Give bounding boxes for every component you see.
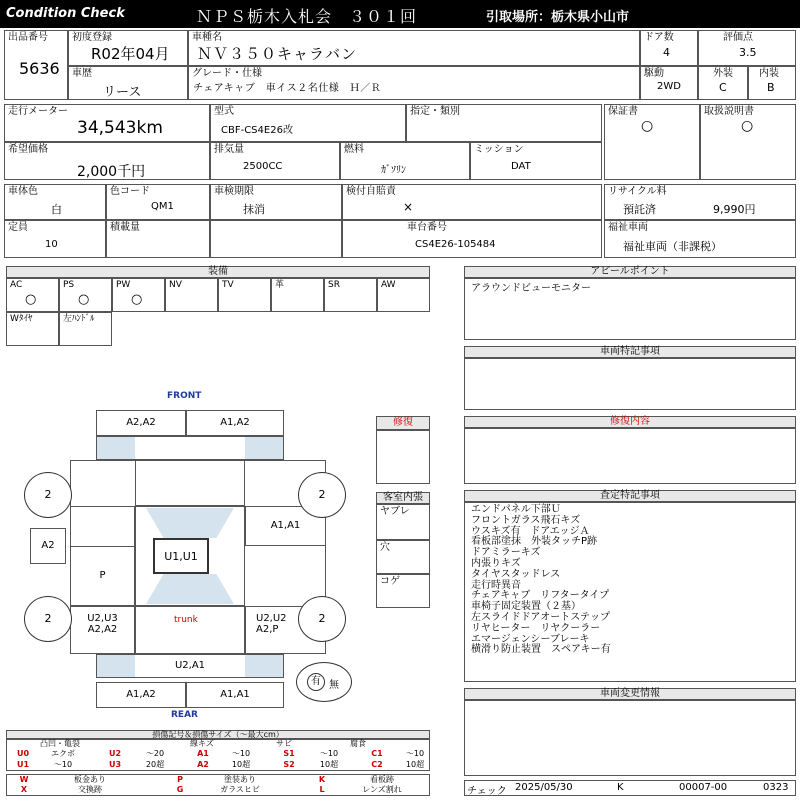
legend-desc: ～10 xyxy=(319,749,339,758)
equipment-cell: SR xyxy=(324,278,377,312)
legend-code: S1 xyxy=(283,749,295,758)
inspection-note-line: 車椅子固定装置（２基） xyxy=(471,601,581,613)
model-name-box: 車種名 ＮＶ３５０キャラバン xyxy=(188,30,640,66)
recycle-status: 預託済 xyxy=(623,203,656,216)
inspection-expiry: 抹消 xyxy=(243,203,265,216)
inspection-note-line: エマージェンシーブレーキ xyxy=(471,633,590,645)
inspection-note-line: 左スライドドアオートステップ xyxy=(471,611,610,623)
model-type-box: 型式 CBF-CS4E26改 xyxy=(210,104,406,142)
warranty-mark: ○ xyxy=(641,118,654,134)
equipment-cell: PW ○ xyxy=(112,278,165,312)
warranty-box: 保証書 ○ xyxy=(604,104,700,180)
legend-code: G xyxy=(176,785,184,794)
trunk-area xyxy=(135,606,245,654)
legend-group-label: 腐食 xyxy=(350,739,366,748)
color-code: QM1 xyxy=(151,201,174,212)
inspection-note-line: チェアキャブ リフタータイプ xyxy=(471,590,610,602)
pickup-location: 引取場所：栃木県小山市 xyxy=(486,10,630,25)
equipment-cell: NV xyxy=(165,278,218,312)
doors: 4 xyxy=(663,46,670,59)
legend-code: A2 xyxy=(197,760,209,769)
title-bar xyxy=(0,0,800,28)
legend-code: A1 xyxy=(197,749,209,758)
legend-desc: 塗装あり xyxy=(224,775,256,784)
equipment-mark: ○ xyxy=(78,292,90,307)
legend-code: W xyxy=(19,775,29,784)
legend-code: U2 xyxy=(108,749,122,758)
legend-code: U0 xyxy=(16,749,30,758)
inspection-note-line: 看板部塗抹 外装タッチP跡 xyxy=(471,536,598,548)
capacity: 10 xyxy=(45,239,58,250)
legend-desc: エクボ xyxy=(51,749,75,758)
legend-code: K xyxy=(318,775,326,784)
equipment-cell: PS ○ xyxy=(59,278,112,312)
welfare-vehicle: 福祉車両（非課税） xyxy=(623,240,722,253)
inspection-note-line: タイヤスタッドレス xyxy=(471,568,561,580)
legend-desc: ～10 xyxy=(405,749,425,758)
inspection-box: 車検期限 抹消 xyxy=(210,184,342,220)
displacement: 2500CC xyxy=(243,161,283,172)
fuel: ｶﾞｿﾘﾝ xyxy=(381,165,406,176)
first-registration: R02年04月 xyxy=(91,45,170,63)
spare-tire-mark: 有 xyxy=(307,673,325,691)
mileage: 34,543km xyxy=(77,118,163,138)
manual-mark: ○ xyxy=(741,118,754,134)
first-registration-box: 初度登録 R02年04月 xyxy=(68,30,188,66)
check-label: チェック xyxy=(467,786,507,797)
legend-desc: 交換跡 xyxy=(78,785,102,794)
grade-box: グレード・仕様 チェアキャブ 車イス２名仕様 Ｈ／Ｒ xyxy=(188,66,640,100)
score: 3.5 xyxy=(739,46,757,59)
roof-panel: U1,U1 xyxy=(153,538,209,574)
rear-right-quarter: U2,U2 A2,P xyxy=(245,606,326,654)
right-front-door: A1,A1 xyxy=(245,506,326,546)
repair-detail-box xyxy=(464,428,796,484)
equipment-cell: TV xyxy=(218,278,271,312)
drive: 2WD xyxy=(657,81,681,92)
load-box: 積載量 xyxy=(106,220,210,258)
chassis-box: 車台番号 CS4E26-105484 xyxy=(342,220,602,258)
vehicle-notes-box xyxy=(464,358,796,410)
inspection-note-line: 内張りキズ xyxy=(471,557,521,569)
change-info-box xyxy=(464,700,796,776)
condition-check-title: Condition Check xyxy=(6,6,125,21)
legend-group-label: 凸凹・亀裂 xyxy=(40,739,80,748)
insurance-box: 検付自賠責 × xyxy=(342,184,602,220)
inspection-note-line: リヤヒーター リヤクーラー xyxy=(471,622,601,634)
equipment-mark: ○ xyxy=(25,292,37,307)
appeal-title: アピールポイント xyxy=(464,266,796,278)
legend-group-label: 線キズ xyxy=(190,739,214,748)
inspection-note-line: ウスキズ有 ドアエッジＡ xyxy=(471,525,590,537)
left-side-panel: A2 xyxy=(30,528,66,564)
interior-box: 内装 B xyxy=(748,66,796,100)
spare-tire-none: 無 xyxy=(329,680,339,691)
exterior-grade: C xyxy=(719,81,727,94)
check-code: 00007-00 xyxy=(679,782,728,793)
equipment-mark: ○ xyxy=(131,292,143,307)
rear-panel: U2,A1 xyxy=(96,654,284,678)
fuel-box: 燃料 ｶﾞｿﾘﾝ xyxy=(340,142,470,180)
score-box: 評価点 3.5 xyxy=(698,30,796,66)
equipment-cell: 左ﾊﾝﾄﾞﾙ xyxy=(59,312,112,346)
model-type: CBF-CS4E26改 xyxy=(221,125,293,136)
legend-desc: レンズ割れ xyxy=(362,785,402,794)
cabin-item: ヤブレ xyxy=(376,504,430,540)
legend-desc: ～10 xyxy=(231,749,251,758)
equipment-cell: Wﾀｲﾔ xyxy=(6,312,59,346)
welfare-box: 福祉車両 福祉車両（非課税） xyxy=(604,220,796,258)
equipment-cell: AW xyxy=(377,278,430,312)
inspection-note-line: エンドパネル下部Ｕ xyxy=(471,504,561,515)
legend-desc: 20超 xyxy=(145,760,165,769)
displacement-box: 排気量 2500CC xyxy=(210,142,340,180)
chassis-number: CS4E26-105484 xyxy=(415,239,496,250)
front-left-panel: A2,A2 xyxy=(96,410,186,436)
mission-box: ミッション DAT xyxy=(470,142,602,180)
desired-price: 2,000千円 xyxy=(77,164,146,180)
mission: DAT xyxy=(511,161,531,172)
vehicle-history: リース xyxy=(103,85,142,100)
auction-title: ＮＰＳ栃木入札会 ３０１回 xyxy=(196,7,418,26)
legend-code: C1 xyxy=(371,749,383,758)
model-name: ＮＶ３５０キャラバン xyxy=(197,45,358,63)
legend-desc: ～20 xyxy=(145,749,165,758)
repair-box xyxy=(376,430,430,484)
windshield-area xyxy=(135,460,245,506)
equipment-cell: AC ○ xyxy=(6,278,59,312)
left-slide-door: P xyxy=(70,546,135,606)
rear-bumper-right: A1,A1 xyxy=(186,682,284,708)
legend-desc: 看板跡 xyxy=(370,775,394,784)
recycle-fee: 9,990円 xyxy=(713,203,756,216)
check-date: 2025/05/30 xyxy=(515,782,573,793)
footer-box xyxy=(464,780,796,796)
front-label: FRONT xyxy=(167,391,202,401)
tire-rear-right: 2 xyxy=(298,596,346,642)
capacity-box: 定員 10 xyxy=(4,220,106,258)
appeal-box xyxy=(464,278,796,340)
inspection-note-line: 横滑り防止装置 スペアキー有 xyxy=(471,644,611,656)
legend-desc: ガラスヒビ xyxy=(220,785,260,794)
legend-code: L xyxy=(319,785,325,794)
exterior-box: 外装 C xyxy=(698,66,748,100)
tire-front-left: 2 xyxy=(24,472,72,518)
tire-front-right: 2 xyxy=(298,472,346,518)
inspection-notes-title: 査定特記事項 xyxy=(464,490,796,502)
drive-box: 駆動 2WD xyxy=(640,66,698,100)
recycle-box: リサイクル料 預託済 9,990円 xyxy=(604,184,796,220)
color-code-box: 色コード QM1 xyxy=(106,184,210,220)
legend-desc: 板金あり xyxy=(74,775,106,784)
front-right-panel: A1,A2 xyxy=(186,410,284,436)
legend-code: U1 xyxy=(16,760,30,769)
legend-desc: 10超 xyxy=(319,760,339,769)
appeal-text: アラウンドビューモニター xyxy=(471,283,591,294)
repair-detail-title: 修復内容 xyxy=(464,416,796,428)
legend-group-label: サビ xyxy=(276,739,292,748)
rear-left-quarter: U2,U3 A2,A2 xyxy=(70,606,135,654)
change-info-title: 車両変更情報 xyxy=(464,688,796,700)
rear-label: REAR xyxy=(171,710,198,720)
cabin-item: 穴 xyxy=(376,540,430,574)
inspection-note-line: フロントガラス飛石キズ xyxy=(471,514,581,526)
price-box: 希望価格 2,000千円 xyxy=(4,142,210,180)
cabin-title: 客室内張 xyxy=(376,492,430,504)
inspection-note-line: ドアミラーキズ xyxy=(471,547,541,559)
grade: チェアキャブ 車イス２名仕様 Ｈ／Ｒ xyxy=(193,83,382,94)
cabin-item: コゲ xyxy=(376,574,430,608)
equipment-title: 装備 xyxy=(6,266,430,278)
legend-title: 損傷記号＆損傷サイズ（～最大cm） xyxy=(6,730,430,739)
inspection-notes-box xyxy=(464,502,796,682)
legend-code: U3 xyxy=(108,760,122,769)
manual-box: 取扱説明書 ○ xyxy=(700,104,796,180)
trunk-label: trunk xyxy=(174,615,198,625)
repair-title: 修復 xyxy=(376,416,430,430)
equipment-cell: 革 xyxy=(271,278,324,312)
insurance-mark: × xyxy=(403,200,414,214)
doors-box: ドア数 4 xyxy=(640,30,698,66)
tire-rear-left: 2 xyxy=(24,596,72,642)
vehicle-notes-title: 車両特記事項 xyxy=(464,346,796,358)
rear-bumper-left: A1,A2 xyxy=(96,682,186,708)
inspector: K xyxy=(617,782,624,793)
designation-box: 指定・類別 xyxy=(406,104,602,142)
legend-desc: ～10 xyxy=(53,760,73,769)
history-box: 車歴 リース xyxy=(68,66,188,100)
legend-desc: 10超 xyxy=(405,760,425,769)
legend-code: S2 xyxy=(283,760,295,769)
legend-code: P xyxy=(177,775,183,784)
check-number: 0323 xyxy=(763,782,789,793)
spare-tire-indicator xyxy=(296,662,352,702)
empty-box xyxy=(210,220,342,258)
legend-code: C2 xyxy=(371,760,383,769)
legend-code: X xyxy=(20,785,28,794)
mileage-box: 走行メーター 34,543km xyxy=(4,104,210,142)
lot-number-box: 出品番号 5636 xyxy=(4,30,68,100)
interior-grade: B xyxy=(767,81,775,94)
lot-number: 5636 xyxy=(19,59,60,78)
color-box: 車体色 白 xyxy=(4,184,106,220)
body-color: 白 xyxy=(51,203,62,216)
legend-desc: 10超 xyxy=(231,760,251,769)
inspection-note-line: 走行時異音 xyxy=(471,579,521,591)
